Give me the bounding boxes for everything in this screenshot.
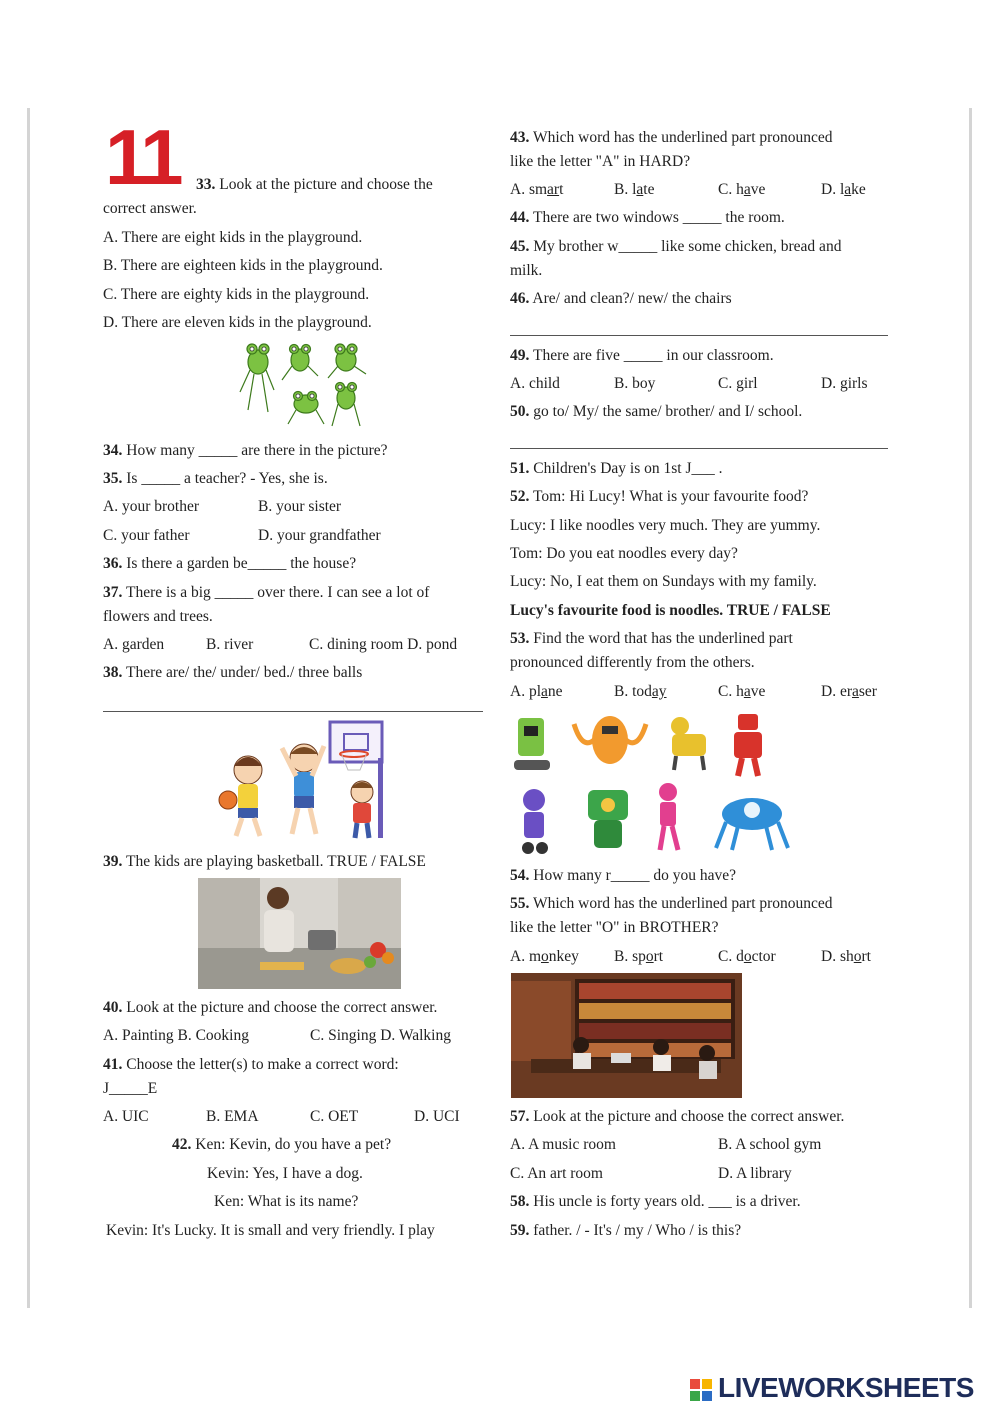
q57-option-c[interactable]: C. An art room: [510, 1165, 603, 1182]
robot-orange: [574, 716, 646, 764]
q54-question: 54. How many r_____ do you have?: [510, 867, 736, 884]
q52-line-3: Tom: Do you eat noodles every day?: [510, 545, 738, 562]
q41-option-a[interactable]: A. UIC: [103, 1108, 149, 1125]
q57-question: 57. Look at the picture and choose the correct answer.: [510, 1108, 845, 1125]
q49-option-c[interactable]: C. girl: [718, 375, 758, 392]
q57-option-b[interactable]: B. A school gym: [718, 1136, 822, 1153]
q34-question: 34. How many _____ are there in the picture?: [103, 442, 388, 459]
q45-question-cont: milk.: [510, 262, 543, 279]
q52-line-4: Lucy: No, I eat them on Sundays with my family.: [510, 573, 817, 590]
q53-option-d[interactable]: D. eraser: [821, 683, 877, 700]
q42-line-2: Kevin: Yes, I have a dog.: [207, 1165, 363, 1182]
q35-option-b[interactable]: B. your sister: [258, 498, 342, 515]
q40-option-cd[interactable]: C. Singing D. Walking: [310, 1027, 451, 1044]
robot-green-2: [588, 790, 628, 848]
q42-line-4: Kevin: It's Lucky. It is small and very friendly. I play: [106, 1222, 435, 1239]
q53-option-a[interactable]: A. plane: [510, 683, 563, 700]
q55-option-c[interactable]: C. doctor: [718, 948, 776, 965]
robot-blue: [716, 798, 788, 850]
q52-statement: Lucy's favourite food is noodles. TRUE / FALSE: [510, 602, 831, 619]
pot: [308, 930, 336, 950]
q43-option-a[interactable]: A. smart: [510, 181, 564, 198]
liveworksheets-logo-text[interactable]: LIVEWORKSHEETS: [718, 1372, 974, 1403]
q33-option-d[interactable]: D. There are eleven kids in the playground.: [103, 314, 372, 331]
q35-option-a[interactable]: A. your brother: [103, 498, 199, 515]
robot-red: [734, 714, 762, 776]
q52-line-1: 52. Tom: Hi Lucy! What is your favourite food?: [510, 488, 809, 505]
q37-option-b[interactable]: B. river: [206, 636, 254, 653]
q42-line-3: Ken: What is its name?: [214, 1193, 359, 1210]
q50-question: 50. go to/ My/ the same/ brother/ and I/ school.: [510, 403, 803, 420]
q57-option-d[interactable]: D. A library: [718, 1165, 792, 1182]
liveworksheets-logo-icon: [689, 1375, 715, 1409]
q36-question: 36. Is there a garden be_____ the house?: [103, 555, 357, 572]
q46-question: 46. Are/ and clean?/ new/ the chairs: [510, 290, 732, 307]
kid-girl: [219, 756, 262, 836]
worksheet-number: 11: [105, 122, 180, 188]
frog-1: [240, 344, 274, 412]
q43-option-c[interactable]: C. have: [718, 181, 766, 198]
basketball-kids-picture: [212, 718, 392, 842]
q38-answer-line[interactable]: [103, 711, 483, 712]
q33-option-a[interactable]: A. There are eight kids in the playground.: [103, 229, 363, 246]
q53-option-c[interactable]: C. have: [718, 683, 766, 700]
q57-option-a[interactable]: A. A music room: [510, 1136, 616, 1153]
q53-option-b[interactable]: B. today: [614, 683, 667, 700]
q55-option-d[interactable]: D. short: [821, 948, 871, 965]
q55-question: 55. Which word has the underlined part pronounced: [510, 895, 833, 912]
frog-4: [288, 392, 324, 425]
q55-option-b[interactable]: B. sport: [614, 948, 664, 965]
q38-question: 38. There are/ the/ under/ bed./ three balls: [103, 664, 363, 681]
q49-option-d[interactable]: D. girls: [821, 375, 868, 392]
q49-option-a[interactable]: A. child: [510, 375, 560, 392]
q41-option-c[interactable]: C. OET: [310, 1108, 359, 1125]
frog-3: [328, 344, 366, 378]
library-picture: [511, 973, 742, 1098]
q37-option-cd[interactable]: C. dining room D. pond: [309, 636, 458, 653]
hoop-pole: [378, 758, 383, 838]
q33-option-b[interactable]: B. There are eighteen kids in the playground.: [103, 257, 383, 274]
q43-option-d[interactable]: D. lake: [821, 181, 866, 198]
q53-question-cont: pronounced differently from the others.: [510, 654, 755, 671]
q37-question: 37. There is a big _____ over there. I can see a lot of: [103, 584, 430, 601]
q33-question-cont: correct answer.: [103, 200, 197, 217]
q49-option-b[interactable]: B. boy: [614, 375, 656, 392]
q45-question: 45. My brother w_____ like some chicken, bread and: [510, 238, 842, 255]
q53-question: 53. Find the word that has the underlined part: [510, 630, 793, 647]
q58-question: 58. His uncle is forty years old. ___ is a driver.: [510, 1193, 801, 1210]
q49-question: 49. There are five _____ in our classroom.: [510, 347, 774, 364]
q43-question: 43. Which word has the underlined part pronounced: [510, 129, 833, 146]
worksheet-number-logo: [103, 122, 195, 188]
frog-2: [282, 345, 318, 381]
q37-question-cont: flowers and trees.: [103, 608, 213, 625]
q40-option-ab[interactable]: A. Painting B. Cooking: [103, 1027, 249, 1044]
woman-body: [264, 910, 294, 952]
kid-boy-1: [282, 744, 324, 834]
robot-pink: [659, 783, 678, 850]
q41-question: 41. Choose the letter(s) to make a correct word:: [103, 1056, 399, 1073]
page-border-left: [27, 108, 30, 1308]
q55-question-cont: like the letter "O" in BROTHER?: [510, 919, 719, 936]
q55-option-a[interactable]: A. monkey: [510, 948, 579, 965]
q35-question: 35. Is _____ a teacher? - Yes, she is.: [103, 470, 328, 487]
page-border-right: [969, 108, 972, 1308]
q33-option-c[interactable]: C. There are eighty kids in the playground.: [103, 286, 370, 303]
q44-question: 44. There are two windows _____ the room.: [510, 209, 785, 226]
robot-green-1: [514, 718, 550, 770]
q35-option-c[interactable]: C. your father: [103, 527, 190, 544]
q52-line-2: Lucy: I like noodles very much. They are yummy.: [510, 517, 821, 534]
q50-answer-line[interactable]: [510, 448, 888, 449]
q40-question: 40. Look at the picture and choose the correct answer.: [103, 999, 438, 1016]
q42-line-1: 42. Ken: Kevin, do you have a pet?: [172, 1136, 392, 1153]
kid-boy-2: [351, 781, 373, 838]
cooking-picture: [198, 878, 401, 989]
q35-option-d[interactable]: D. your grandfather: [258, 527, 381, 544]
q41-option-b[interactable]: B. EMA: [206, 1108, 259, 1125]
robots-picture: [510, 710, 790, 858]
q51-question: 51. Children's Day is on 1st J___ .: [510, 460, 723, 477]
q43-option-b[interactable]: B. late: [614, 181, 655, 198]
robot-dog: [671, 717, 706, 770]
robot-purple: [522, 789, 548, 854]
frog-5: [332, 383, 360, 427]
q37-option-a[interactable]: A. garden: [103, 636, 165, 653]
frogs-picture: [228, 340, 373, 432]
q46-answer-line[interactable]: [510, 335, 888, 336]
q41-word: J_____E: [103, 1080, 158, 1097]
q41-option-d[interactable]: D. UCI: [414, 1108, 460, 1125]
woman-head: [267, 887, 289, 909]
q59-question: 59. father. / - It's / my / Who / is this?: [510, 1222, 742, 1239]
q43-question-cont: like the letter "A" in HARD?: [510, 153, 691, 170]
q33-question: 33. Look at the picture and choose the: [196, 176, 433, 193]
bread: [330, 958, 366, 974]
q39-question: 39. The kids are playing basketball. TRUE / FALSE: [103, 853, 426, 870]
